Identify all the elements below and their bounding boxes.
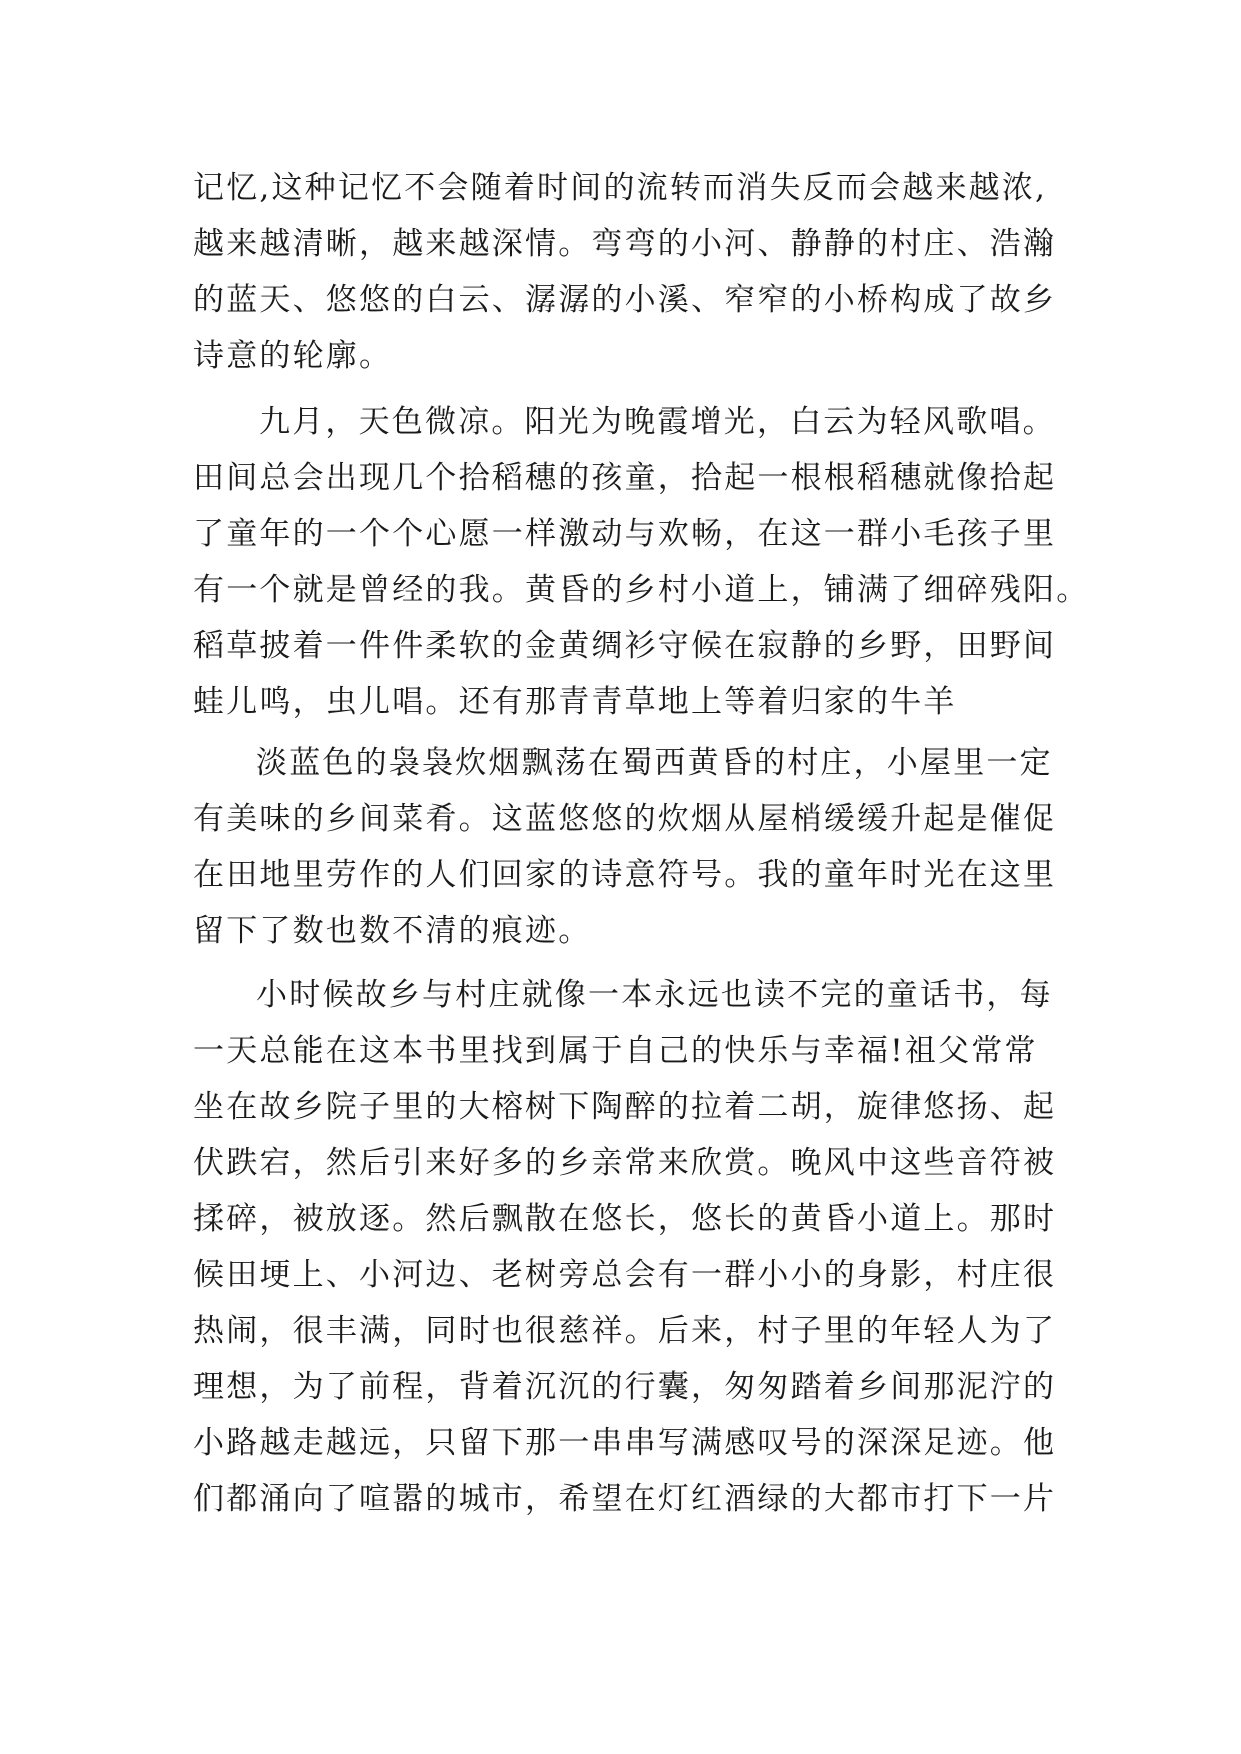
paragraph-first-line: 九月，天色微凉。阳光为晚霞增光，白云为轻风歌唱。 (259, 404, 1056, 440)
text-line: 田间总会出现几个拾稻穗的孩童，拾起一根根稻穗就像拾起 (193, 460, 1057, 496)
text-line: 的蓝天、悠悠的白云、潺潺的小溪、窄窄的小桥构成了故乡 (193, 282, 1057, 318)
paragraph-first-line: 小时候故乡与村庄就像一本永远也读不完的童话书，每 (256, 977, 1053, 1013)
text-line: 诗意的轮廓。 (193, 338, 393, 374)
text-line: 伏跌宕，然后引来好多的乡亲常来欣赏。晚风中这些音符被 (193, 1145, 1057, 1181)
text-line: 在田地里劳作的人们回家的诗意符号。我的童年时光在这里 (193, 857, 1057, 893)
text-line: 留下了数也数不清的痕迹。 (193, 913, 592, 949)
text-line: 热闹，很丰满，同时也很慈祥。后来，村子里的年轻人为了 (193, 1313, 1057, 1349)
text-line: 有一个就是曾经的我。黄昏的乡村小道上，铺满了细碎残阳。 (193, 572, 1090, 608)
text-line: 小路越走越远，只留下那一串串写满感叹号的深深足迹。他 (193, 1425, 1057, 1461)
text-line: 记忆,这种记忆不会随着时间的流转而消失反而会越来越浓, (193, 170, 1048, 206)
text-line: 坐在故乡院子里的大榕树下陶醉的拉着二胡，旋律悠扬、起 (193, 1089, 1057, 1125)
text-line: 们都涌向了喧嚣的城市，希望在灯红酒绿的大都市打下一片 (193, 1481, 1057, 1517)
paragraph-first-line: 淡蓝色的袅袅炊烟飘荡在蜀西黄昏的村庄，小屋里一定 (256, 745, 1053, 781)
text-line: 理想，为了前程，背着沉沉的行囊，匆匆踏着乡间那泥泞的 (193, 1369, 1057, 1405)
text-line: 有美味的乡间菜肴。这蓝悠悠的炊烟从屋梢缓缓升起是催促 (193, 801, 1057, 837)
text-line: 越来越清晰，越来越深情。弯弯的小河、静静的村庄、浩瀚 (193, 226, 1057, 262)
text-line: 一天总能在这本书里找到属于自己的快乐与幸福!祖父常常 (193, 1033, 1038, 1069)
text-line: 揉碎，被放逐。然后飘散在悠长，悠长的黄昏小道上。那时 (193, 1201, 1057, 1237)
text-line: 候田埂上、小河边、老树旁总会有一群小小的身影，村庄很 (193, 1257, 1057, 1293)
text-line: 稻草披着一件件柔软的金黄绸衫守候在寂静的乡野，田野间 (193, 628, 1057, 664)
text-line: 蛙儿鸣，虫儿唱。还有那青青草地上等着归家的牛羊 (193, 684, 957, 720)
text-line: 了童年的一个个心愿一样激动与欢畅，在这一群小毛孩子里 (193, 516, 1057, 552)
